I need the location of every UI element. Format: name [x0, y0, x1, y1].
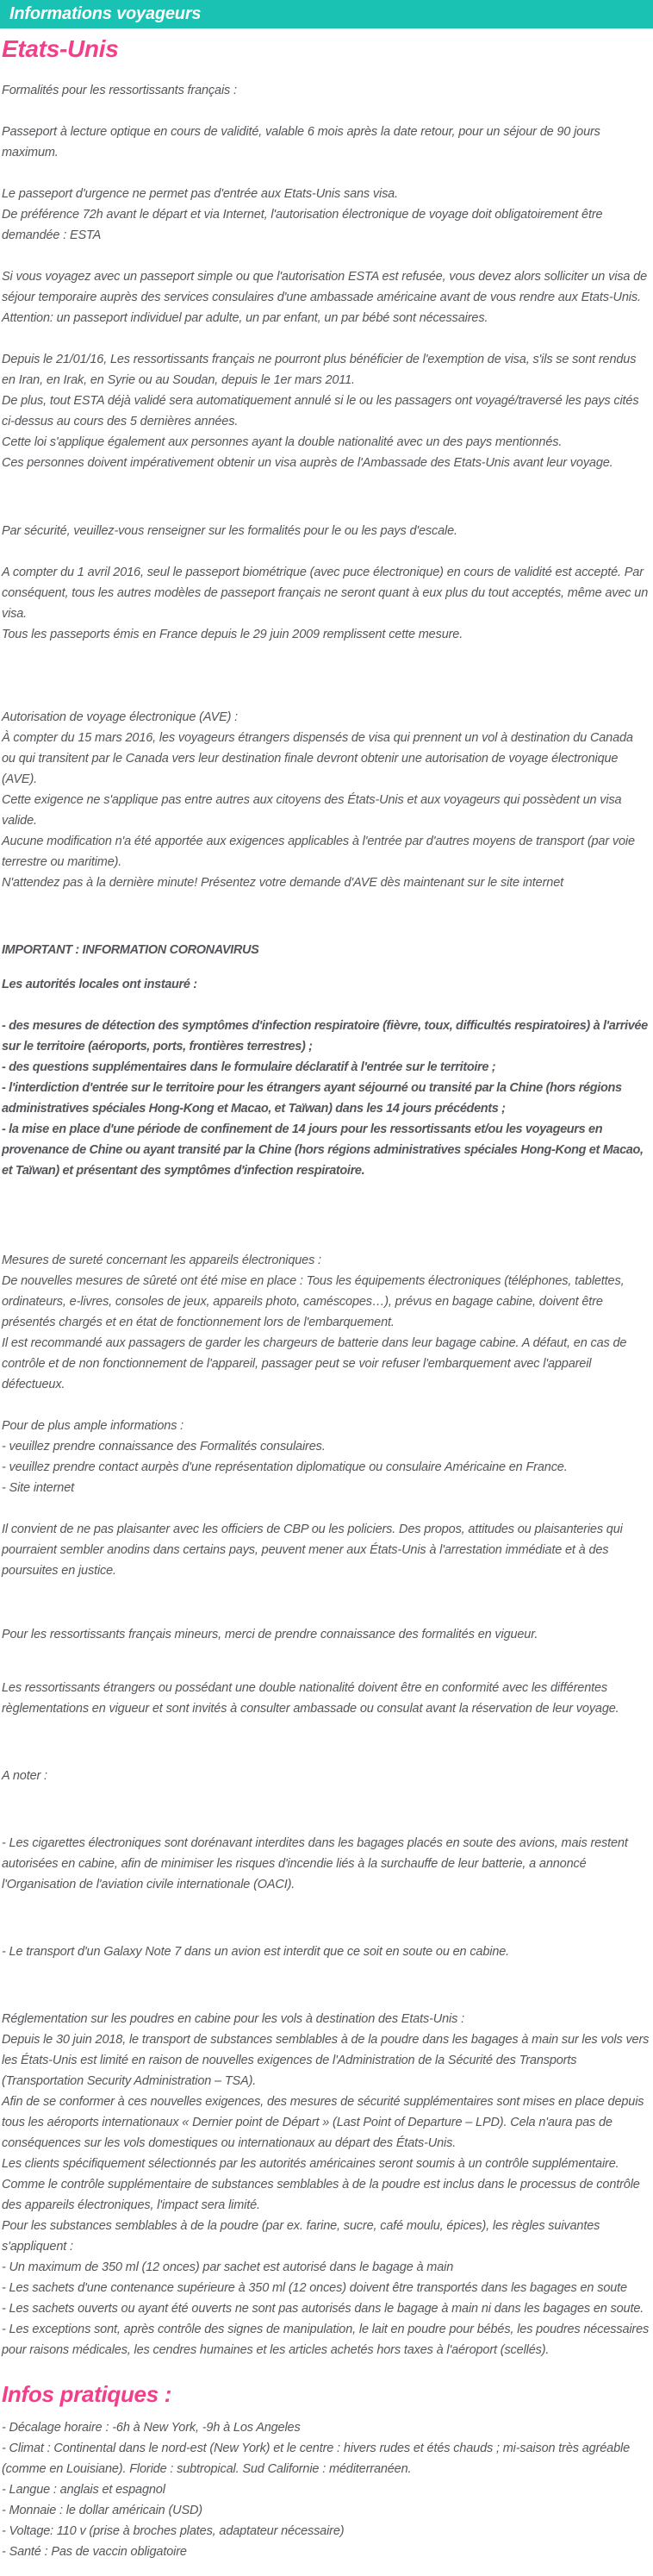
paragraph: Il convient de ne pas plaisanter avec les officiers de CBP ou les policiers. Des propos, attitudes ou plaisanteries qui pourraient sembler anodins dans certains pays, peuvent mener aux États-Unis à l'arrestation immédiate et à des poursuites en justice. [2, 1522, 623, 1578]
infos-pratiques-list: - Décalage horaire : -6h à New York, -9h à Los Angeles - Climat : Continental dans le nord-est (New York) et le centre : hivers rudes et étés chauds ; mi-saison très agréable (comme en Louisiane). Floride : subtropical. Sud Californie : méditerranéen. - Langue : anglais et espagnol - Monnaie : le dollar américain (USD) - Voltage: 110 v (prise à broches plates, adaptateur nécessaire) - Santé : Pas de vaccin obligatoire [2, 2421, 630, 2559]
paragraph: Formalités pour les ressortissants français : [2, 84, 237, 97]
paragraph: A noter : [2, 1769, 47, 1783]
infos-pratiques-title: Infos pratiques : [2, 2381, 172, 2407]
paragraph: Le passeport d'urgence ne permet pas d'entrée aux Etats-Unis sans visa. De préférence 72h avant le départ et via Internet, l'autorisation électronique de voyage doit obligatoirement être demandée : ESTA [2, 187, 603, 242]
paragraph: Passeport à lecture optique en cours de validité, valable 6 mois après la date retour, pour un séjour de 90 jours maximum. [2, 125, 600, 159]
paragraph: Mesures de sureté concernant les appareils électroniques : De nouvelles mesures de sûreté ont été mise en place : Tous les équipements électroniques (téléphones, tablettes, ordinateurs, e-livres, consoles de jeux, appareils photo, caméscopes…), prévus en bagage cabine, doivent être présentés chargés et en état de fonctionnement lors de l'embarquement. Il est recommandé aux passagers de garder les chargeurs de batterie dans leur bagage cabine. A défaut, en cas de contrôle et de non fonctionnement de l'appareil, passager peut se voir refuser l'embarquement avec l'appareil défectueux. [2, 1254, 627, 1391]
paragraph: - Les cigarettes électroniques sont dorénavant interdites dans les bagages placés en soute des avions, mais restent autorisées en cabine, afin de minimiser les risques d'incendie liés à la surchauffe de leur batterie, a annoncé l'Organisation de l'aviation civile internationale (OACI). [2, 1836, 628, 1891]
paragraph: IMPORTANT : INFORMATION CORONAVIRUS [2, 943, 259, 957]
paragraph: Réglementation sur les poudres en cabine pour les vols à destination des Etats-Unis : Depuis le 30 juin 2018, le transport de substances semblables à de la poudre dans les bagages à main sur les vols vers les États-Unis est limité en raison de nouvelles exigences de l'Administration de la Sécurité des Transports (Transportation Security Administration – TSA). Afin de se conformer à ces nouvelles exigences, des mesures de sécurité supplémentaires sont mises en place depuis tous les aéroports internationaux « Dernier point de Départ » (Last Point of Departure – LPD). Cela n'aura pas de conséquences sur les vols domestiques ou internationaux au départ des États-Unis. Les clients spécifiquement sélectionnés par les autorités américaines seront soumis à un contrôle supplémentaire. Comme le contrôle supplémentaire de substances semblables à de la poudre est inclus dans le processus de contrôle des appareils électroniques, l'impact sera limité. Pour les substances semblables à de la poudre (par ex. farine, sucre, café moulu, épices), les règles suivantes s'appliquent : - Un maximum de 350 ml (12 onces) par sachet est autorisé dans le bagage à main - Les sachets d'une contenance supérieure à 350 ml (12 onces) doivent être transportés dans les bagages en soute - Les sachets ouverts ou ayant été ouverts ne sont pas autorisés dans le bagage à main ni dans les bagages en soute. - Les exceptions sont, après contrôle des signes de manipulation, le lait en poudre pour bébés, les poudres nécessaires pour raisons médicales, les cendres humaines et les articles achetés hors taxes à l'aéroport (scellés). [2, 2012, 650, 2357]
paragraph: Depuis le 21/01/16, Les ressortissants français ne pourront plus bénéficier de l'exemption de visa, s'ils se sont rendus en Iran, en Irak, en Syrie ou au Soudan, depuis le 1er mars 2011. De plus, tout ESTA déjà validé sera automatiquement annulé si le ou les passagers ont voyagé/traversé les pays cités ci-dessus au cours des 5 dernières années. Cette loi s'applique également aux personnes ayant la double nationalité avec un des pays mentionnés. Ces personnes doivent impérativement obtenir un visa auprès de l'Ambassade des Etats-Unis avant leur voyage. [2, 353, 639, 470]
paragraph-list [2, 80, 650, 2360]
paragraph: Les ressortissants étrangers ou possédant une double nationalité doivent être en conformité avec les différentes règlementations en vigueur et sont invités à consulter ambassade ou consulat avant la réservation de leur voyage. [2, 1681, 619, 1716]
paragraph: Si vous voyagez avec un passeport simple ou que l'autorisation ESTA est refusée, vous devez alors solliciter un visa de séjour temporaire auprès des services consulaires d'une ambassade américaine avant de vous rendre aux Etats-Unis. Attention: un passeport individuel par adulte, un par enfant, un par bébé sont nécessaires. [2, 270, 647, 325]
travel-info-content [0, 35, 653, 2576]
paragraph: Autorisation de voyage électronique (AVE) : À compter du 15 mars 2016, les voyageurs étrangers dispensés de visa qui prennent un vol à destination du Canada ou qui transitent par le Canada vers leur destination finale devront obtenir une autorisation de voyage électronique (AVE). Cette exigence ne s'applique pas entre autres aux citoyens des États-Unis et aux voyageurs qui possèdent un visa valide. Aucune modification n'a été apportée aux exigences applicables à l'entrée par d'autres moyens de transport (par voie terrestre ou maritime). N'attendez pas à la dernière minute! Présentez votre demande d'AVE dès maintenant sur le site internet [2, 710, 635, 890]
paragraph: Les autorités locales ont instauré : [2, 978, 197, 991]
page-header-title: Informations voyageurs [9, 4, 202, 23]
country-title: Etats-Unis [2, 35, 119, 62]
paragraph: Par sécurité, veuillez-vous renseigner sur les formalités pour le ou les pays d'escale. [2, 524, 457, 538]
paragraph: - des mesures de détection des symptômes d'infection respiratoire (fièvre, toux, difficultés respiratoires) à l'arrivée sur le territoire (aéroports, ports, frontières terrestres) ; - des questions supplémentaires dans le formulaire déclaratif à l'entrée sur le territoire ; - l'interdiction d'entrée sur le territoire pour les étrangers ayant séjourné ou transité par la Chine (hors régions administratives spéciales Hong-Kong et Macao, et Taïwan) dans les 14 jours précédents ; - la mise en place d'une période de confinement de 14 jours pour les ressortissants et/ou les voyageurs en provenance de Chine ou ayant transité par la Chine (hors régions administratives spéciales Hong-Kong et Macao, et Taïwan) et présentant des symptômes d'infection respiratoire. [2, 1019, 648, 1178]
page-header [0, 0, 653, 28]
paragraph: Pour de plus ample informations : - veuillez prendre connaissance des Formalités consulaires. - veuillez prendre contact aurpès d'une représentation diplomatique ou consulaire Américaine en France. - Site internet [2, 1419, 568, 1495]
paragraph: A compter du 1 avril 2016, seul le passeport biométrique (avec puce électronique) en cours de validité est accepté. Par conséquent, tous les autres modèles de passeport français ne seront quant à eux plus du tout acceptés, même avec un visa. Tous les passeports émis en France depuis le 29 juin 2009 remplissent cette mesure. [2, 566, 649, 641]
paragraph: - Le transport d'un Galaxy Note 7 dans un avion est interdit que ce soit en soute ou en cabine. [2, 1945, 510, 1959]
paragraph: Pour les ressortissants français mineurs, merci de prendre connaissance des formalités en vigueur. [2, 1628, 538, 1641]
